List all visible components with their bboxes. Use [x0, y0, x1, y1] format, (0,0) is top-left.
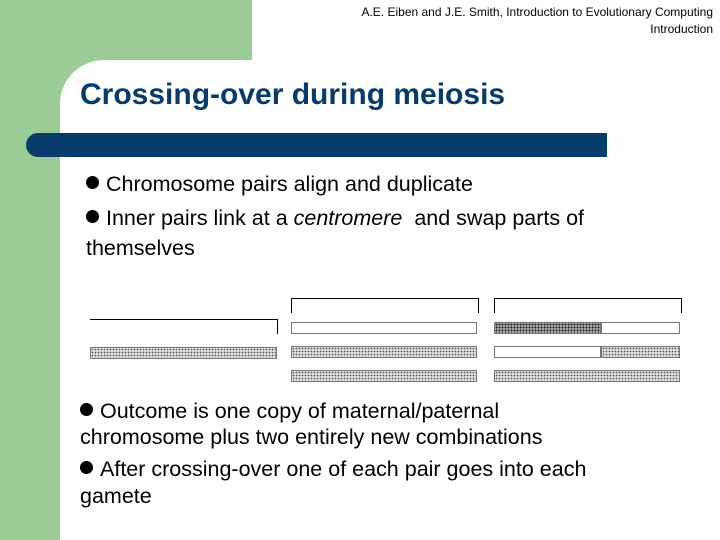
stage3-recombinant-1-left — [494, 322, 601, 334]
bullet-2-text-pre: Inner pairs link at a — [106, 206, 294, 230]
stage2-chromatid-3 — [291, 370, 477, 382]
stage3-top-bracket — [494, 298, 682, 313]
bullet-4 — [80, 459, 586, 481]
stage2-top-bracket — [291, 298, 479, 313]
header-citation: A.E. Eiben and J.E. Smith, Introduction to Evolutionary Computing — [361, 5, 713, 19]
bullet-dot-icon — [80, 403, 93, 416]
stage3-chromatid-3 — [494, 370, 680, 382]
header-section: Introduction — [650, 22, 713, 36]
stage1-top-bracket — [90, 319, 278, 334]
bullet-1 — [86, 174, 473, 196]
bullet-dot-icon — [86, 176, 99, 189]
bullet-4-continuation: gamete — [80, 484, 152, 508]
stage3-recombinant-2-right — [601, 346, 680, 358]
stage1-paternal-chromosome — [90, 347, 277, 359]
slide-title: Crossing-over during meiosis — [80, 78, 506, 111]
bullet-2-continuation: themselves — [86, 236, 195, 260]
bullet-3 — [80, 401, 499, 423]
title-underline-bar — [26, 133, 607, 157]
bullet-2-text-post: and swap parts of — [402, 206, 585, 230]
bullet-dot-icon — [86, 210, 99, 223]
stage3-recombinant-2-left — [494, 346, 601, 358]
bullet-3-continuation: chromosome plus two entirely new combinations — [80, 425, 543, 449]
bullet-4-text: After crossing-over one of each pair goes into each — [100, 457, 587, 481]
bullet-2 — [86, 208, 584, 230]
bullet-3-text: Outcome is one copy of maternal/paternal — [100, 399, 500, 423]
bullet-dot-icon — [80, 461, 93, 474]
bullet-1-text: Chromosome pairs align and duplicate — [106, 172, 473, 196]
stage2-chromatid-1 — [291, 322, 477, 334]
stage3-recombinant-1-right — [601, 322, 680, 334]
stage2-chromatid-2 — [291, 346, 477, 358]
bullet-2-emphasis: centromere — [293, 206, 403, 230]
